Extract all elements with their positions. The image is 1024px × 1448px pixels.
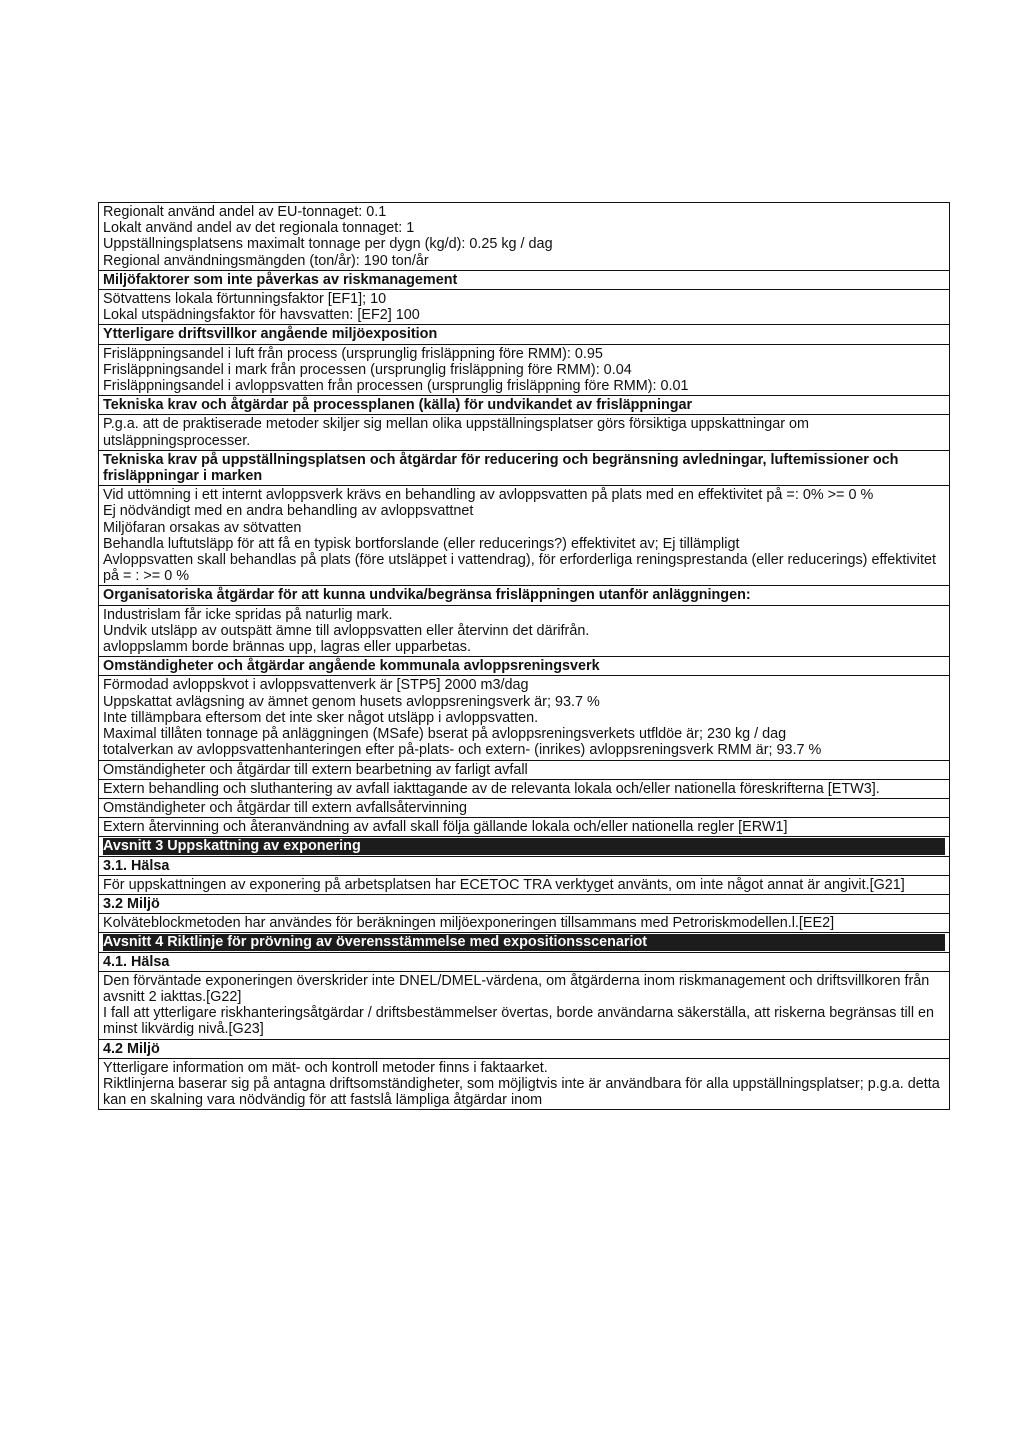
text-block [99, 345, 949, 397]
text-block [99, 799, 949, 818]
text-block [99, 914, 949, 933]
text-line: totalverkan av avloppsvattenhanteringen efter på-plats- och extern- (inrikes) avloppsreningsverk RMM är; 93.7 % [103, 742, 822, 759]
text-line: Inte tillämpbara eftersom det inte sker något utsläpp i avloppsvatten. [103, 709, 539, 726]
heading-text: 3.1. Hälsa [103, 857, 170, 874]
text-block [99, 486, 949, 586]
text-line: Extern återvinning och återanvändning av avfall skall följa gällande lokala och/eller nationella regler [ERW1] [103, 819, 788, 836]
text-line: Miljöfaran orsakas av sötvatten [103, 519, 302, 536]
text-line: Lokalt använd andel av det regionala tonnaget: 1 [103, 220, 415, 237]
heading-text: Miljöfaktorer som inte påverkas av riskmanagement [103, 271, 458, 288]
text-block [99, 415, 949, 450]
section-heading [99, 1040, 949, 1059]
text-line: Ej nödvändigt med en andra behandling av avloppsvattnet [103, 503, 474, 520]
text-line: I fall att ytterligare riskhanteringsåtgärdar / driftsbestämmelser övertas, borde användarna säkerställa, att riskerna begränsas till en minst likvärdig nivå.[G23] [103, 1005, 935, 1038]
section-heading [99, 895, 949, 914]
text-line: Den förväntade exponeringen överskrider inte DNEL/DMEL-värdena, om åtgärderna inom riskmanagement och driftsvillkoren från avsnitt 2 iakttas.[G22] [103, 972, 930, 1005]
text-line: Omständigheter och åtgärdar till extern bearbetning av farligt avfall [103, 761, 528, 778]
text-line: Frisläppningsandel i avloppsvatten från processen (ursprunglig frisläppning före RMM): 0.01 [103, 378, 689, 395]
text-block [99, 606, 949, 658]
section-heading [99, 857, 949, 876]
text-line: Avloppsvatten skall behandlas på plats (före utsläppet i vattendrag), för erforderliga reningsprestanda (eller reducerings) effektivitet på = : >= 0 % [103, 552, 936, 585]
text-block [99, 818, 949, 837]
text-block [99, 761, 949, 780]
heading-text: Avsnitt 3 Uppskattning av exponering [103, 838, 945, 854]
text-line: Förmodad avloppskvot i avloppsvattenverk är [STP5] 2000 m3/dag [103, 677, 529, 694]
text-line: Lokal utspädningsfaktor för havsvatten: [EF2] 100 [103, 307, 420, 324]
text-block [99, 676, 949, 760]
text-line: Undvik utsläpp av outspätt ämne till avloppsvatten eller återvinn det därifrån. [103, 622, 590, 639]
text-block [99, 972, 949, 1040]
text-block [99, 780, 949, 799]
text-line: Behandla luftutsläpp för att få en typisk bortforslande (eller reducerings?) effektivitet av; Ej tillämpligt [103, 535, 740, 552]
section-heading [99, 271, 949, 290]
text-block [99, 1059, 949, 1110]
section-heading [99, 657, 949, 676]
text-line: Uppställningsplatsens maximalt tonnage per dygn (kg/d): 0.25 kg / dag [103, 236, 553, 253]
section-heading [99, 933, 949, 952]
text-line: Uppskattat avlägsning av ämnet genom husets avloppsreningsverk är; 93.7 % [103, 693, 600, 710]
text-line: Maximal tillåten tonnage på anläggningen (MSafe) bserat på avloppsreningsverkets utfldöe är; 230 kg / dag [103, 726, 787, 743]
text-line: Omständigheter och åtgärdar till extern avfallsåtervinning [103, 799, 467, 816]
heading-text: Organisatoriska åtgärdar för att kunna undvika/begränsa frisläppningen utanför anläggningen: [103, 587, 751, 604]
text-line: Ytterligare information om mät- och kontroll metoder finns i faktaarket. [103, 1059, 548, 1076]
heading-text: Avsnitt 4 Riktlinje för prövning av överensstämmelse med expositionsscenariot [103, 934, 945, 950]
heading-text: Tekniska krav på uppställningsplatsen och åtgärdar för reducering och begränsning avledningar, luftemissioner och frisläppningar i marken [103, 451, 899, 485]
text-line: Riktlinjerna baserar sig på antagna driftsomständigheter, som möjligtvis inte är användbara för alla uppställningsplatser; p.g.a. detta kan en skalning vara nödvändig för att fastslå lämpliga åtgärdar inom [103, 1075, 940, 1109]
text-line: Regionalt använd andel av EU-tonnaget: 0.1 [103, 204, 387, 220]
text-line: Frisläppningsandel i luft från process (ursprunglig frisläppning före RMM): 0.95 [103, 345, 603, 362]
heading-text: 4.1. Hälsa [103, 953, 170, 970]
text-line: avloppslamm borde brännas upp, lagras eller upparbetas. [103, 639, 471, 656]
heading-text: Tekniska krav och åtgärdar på processplanen (källa) för undvikandet av frisläppningar [103, 397, 693, 414]
text-line: P.g.a. att de praktiserade metoder skiljer sig mellan olika uppställningsplatser görs försiktiga uppskattningar om utsläppningsprocesser. [103, 416, 810, 449]
heading-text: Omständigheter och åtgärdar angående kommunala avloppsreningsverk [103, 658, 600, 675]
text-line: Kolväteblockmetoden har användes för beräkningen miljöexponeringen tillsammans med Petroriskmodellen.l.[EE2] [103, 915, 835, 932]
text-block [99, 290, 949, 325]
heading-text: Ytterligare driftsvillkor angående miljöexposition [103, 326, 438, 343]
section-heading [99, 586, 949, 605]
heading-text: 4.2 Miljö [103, 1040, 160, 1057]
section-heading [99, 837, 949, 856]
heading-text: 3.2 Miljö [103, 895, 160, 912]
text-line: Regional användningsmängden (ton/år): 190 ton/år [103, 252, 429, 269]
text-line: Frisläppningsandel i mark från processen (ursprunglig frisläppning före RMM): 0.04 [103, 361, 632, 378]
section-heading [99, 325, 949, 344]
text-line: Extern behandling och sluthantering av avfall iakttagande av de relevanta lokala och/eller nationella föreskrifterna [ETW3]. [103, 780, 880, 797]
section-heading [99, 396, 949, 415]
text-block [99, 876, 949, 895]
text-block [99, 203, 949, 271]
text-line: Vid uttömning i ett internt avloppsverk krävs en behandling av avloppsvatten på plats med en effektivitet på =: 0% >= 0 % [103, 487, 874, 504]
text-line: För uppskattningen av exponering på arbetsplatsen har ECETOC TRA verktyget använts, om inte något annat är angivit.[G21] [103, 876, 905, 893]
document-table [98, 202, 950, 1110]
section-heading [99, 451, 949, 486]
text-line: Industrislam får icke spridas på naturlig mark. [103, 606, 393, 623]
text-line: Sötvattens lokala förtunningsfaktor [EF1]; 10 [103, 291, 387, 308]
section-heading [99, 953, 949, 972]
